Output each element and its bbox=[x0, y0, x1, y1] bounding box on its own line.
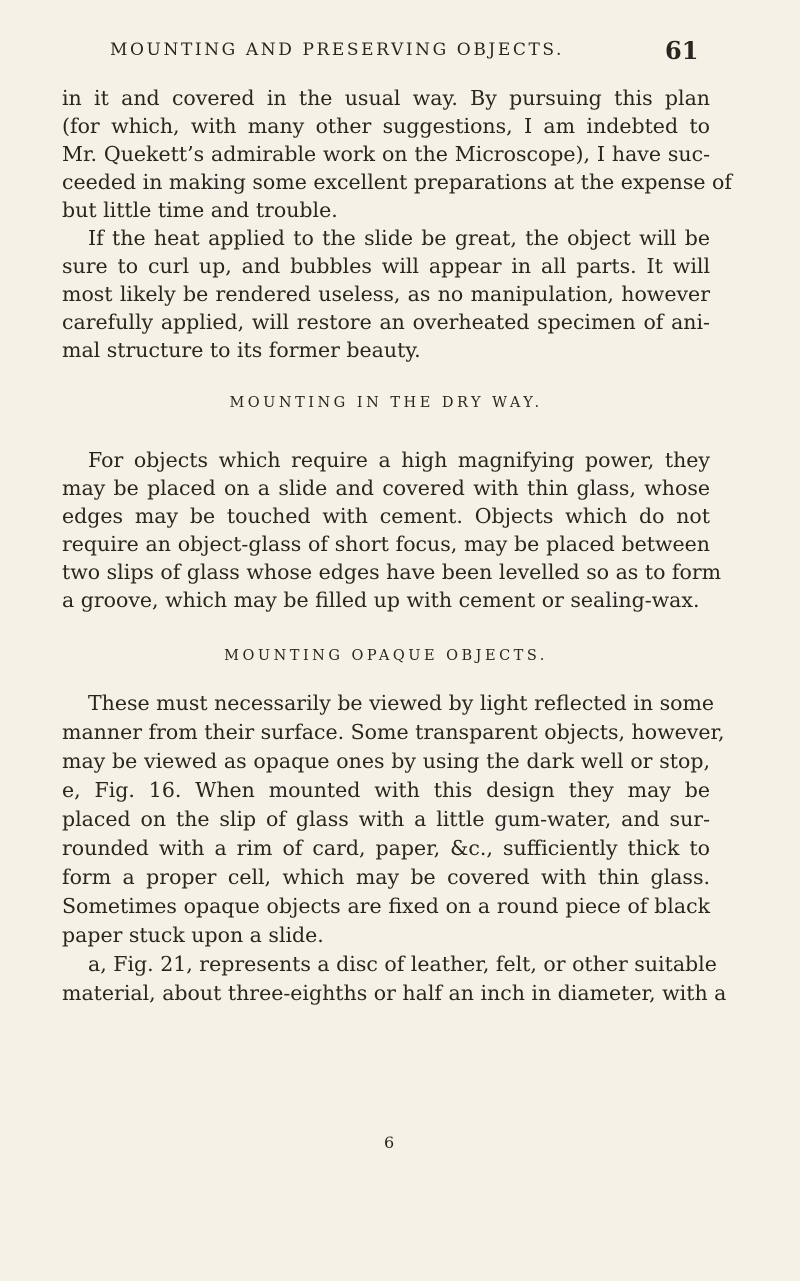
signature-mark: 6 bbox=[384, 1133, 395, 1152]
body-text-line: rounded with a rim of card, paper, &c., sufficiently thick to bbox=[62, 836, 710, 860]
body-text-line: edges may be touched with cement. Objects which do not bbox=[62, 504, 710, 528]
body-text-line: These must necessarily be viewed by light reflected in some bbox=[88, 691, 715, 715]
body-text-line: form a proper cell, which may be covered with thin glass. bbox=[62, 865, 710, 889]
body-text-line: material, about three-eighths or half an inch in diameter, with a bbox=[62, 981, 727, 1005]
section-heading: MOUNTING IN THE DRY WAY. bbox=[229, 395, 543, 411]
body-text-line: a groove, which may be filled up with cement or sealing-wax. bbox=[62, 588, 700, 612]
body-text-line: but little time and trouble. bbox=[62, 198, 338, 222]
body-text-line: For objects which require a high magnifying power, they bbox=[88, 448, 710, 472]
running-header: MOUNTING AND PRESERVING OBJECTS. bbox=[110, 40, 565, 60]
body-text-line: mal structure to its former beauty. bbox=[62, 338, 421, 362]
body-text-line: Mr. Quekett’s admirable work on the Microscope), I have suc- bbox=[62, 142, 710, 166]
body-text-line: If the heat applied to the slide be great, the object will be bbox=[88, 226, 710, 250]
body-text-line: may be viewed as opaque ones by using the dark well or stop, bbox=[62, 749, 710, 773]
body-text-line: may be placed on a slide and covered with thin glass, whose bbox=[62, 476, 710, 500]
body-text-line: in it and covered in the usual way. By pursuing this plan bbox=[62, 86, 710, 110]
body-text-line: paper stuck upon a slide. bbox=[62, 923, 324, 947]
body-text-line: ceeded in making some excellent preparations at the expense of bbox=[62, 170, 732, 194]
body-text-line: require an object-glass of short focus, may be placed between bbox=[62, 532, 710, 556]
body-text-line: Sometimes opaque objects are fixed on a round piece of black bbox=[62, 894, 710, 918]
section-heading: MOUNTING OPAQUE OBJECTS. bbox=[224, 648, 548, 664]
body-text-line: most likely be rendered useless, as no manipulation, however bbox=[62, 282, 710, 306]
body-text-line: manner from their surface. Some transparent objects, however, bbox=[62, 720, 725, 744]
body-text-line: (for which, with many other suggestions, I am indebted to bbox=[62, 114, 710, 138]
body-text-line: carefully applied, will restore an overheated specimen of ani- bbox=[62, 310, 710, 334]
body-text-line: a, Fig. 21, represents a disc of leather, felt, or other suitable bbox=[88, 952, 717, 976]
body-text-line: e, Fig. 16. When mounted with this design they may be bbox=[62, 778, 710, 802]
page-number: 61 bbox=[665, 36, 699, 65]
body-text-line: sure to curl up, and bubbles will appear in all parts. It will bbox=[62, 254, 710, 278]
body-text-line: placed on the slip of glass with a little gum-water, and sur- bbox=[62, 807, 710, 831]
body-text-line: two slips of glass whose edges have been levelled so as to form bbox=[62, 560, 722, 584]
